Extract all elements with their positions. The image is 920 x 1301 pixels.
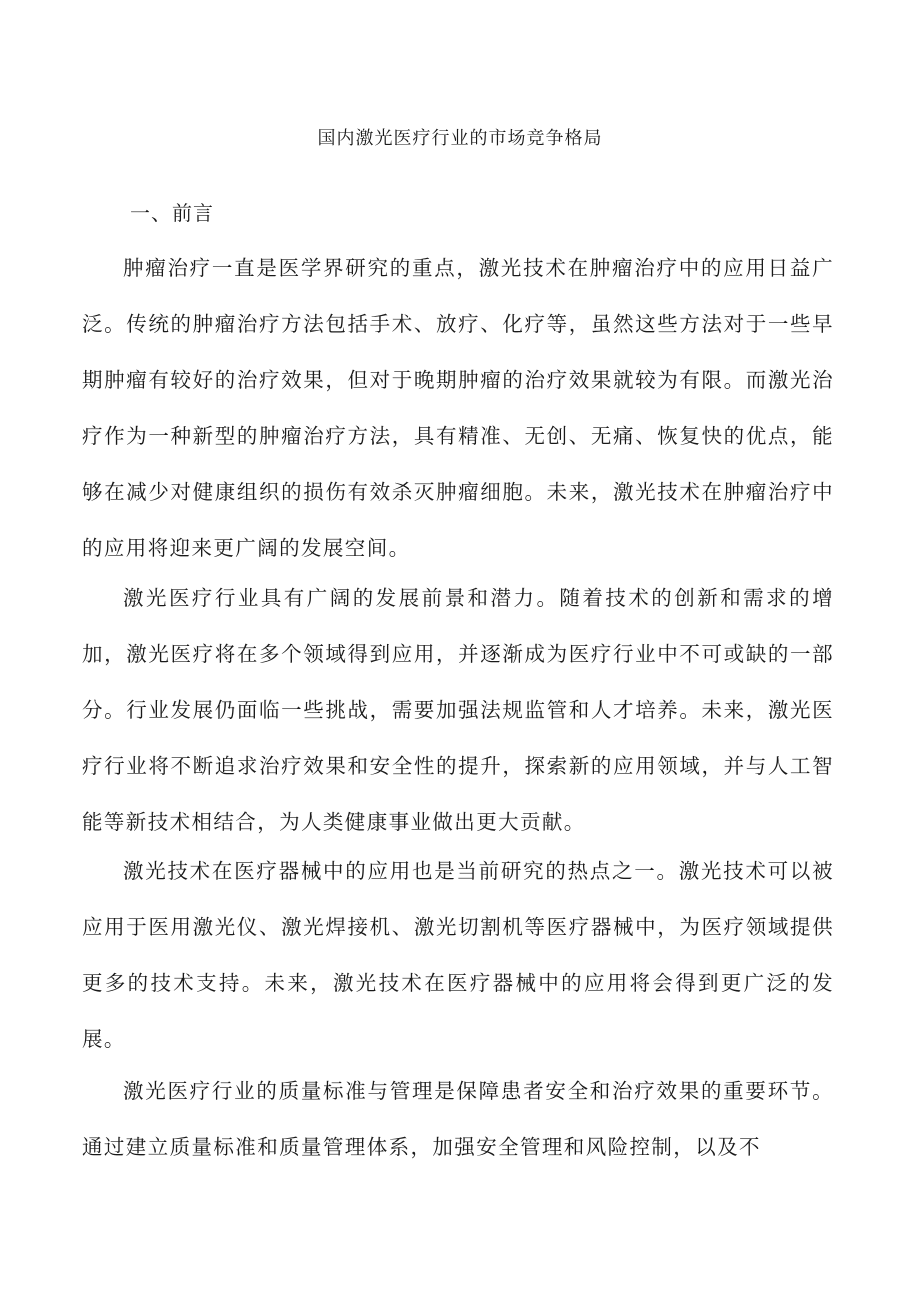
document-title: 国内激光医疗行业的市场竞争格局 <box>317 128 603 149</box>
section-heading: 一、前言 <box>130 201 214 225</box>
paragraph-3: 激光技术在医疗器械中的应用也是当前研究的热点之一。激光技术可以被应用于医用激光仪、激光焊接机、激光切割机等医疗器械中，为医疗领域提供更多的技术支持。未来，激光技术在医疗器械中的应用将会得到更广泛的发展。 <box>82 859 834 1051</box>
paragraph-2: 激光医疗行业具有广阔的发展前景和潜力。随着技术的创新和需求的增加，激光医疗将在多个领域得到应用，并逐渐成为医疗行业中不可或缺的一部分。行业发展仍面临一些挑战，需要加强法规监管和人才培养。未来，激光医疗行业将不断追求治疗效果和安全性的提升，探索新的应用领域，并与人工智能等新技术相结合，为人类健康事业做出更大贡献。 <box>82 586 834 834</box>
paragraph-1: 肿瘤治疗一直是医学界研究的重点，激光技术在肿瘤治疗中的应用日益广泛。传统的肿瘤治疗方法包括手术、放疗、化疗等，虽然这些方法对于一些早期肿瘤有较好的治疗效果，但对于晚期肿瘤的治疗效果就较为有限。而激光治疗作为一种新型的肿瘤治疗方法，具有精准、无创、无痛、恢复快的优点，能够在减少对健康组织的损伤有效杀灭肿瘤细胞。未来，激光技术在肿瘤治疗中的应用将迎来更广阔的发展空间。 <box>82 256 834 560</box>
paragraph-4: 激光医疗行业的质量标准与管理是保障患者安全和治疗效果的重要环节。通过建立质量标准和质量管理体系，加强安全管理和风险控制，以及不 <box>82 1079 834 1159</box>
